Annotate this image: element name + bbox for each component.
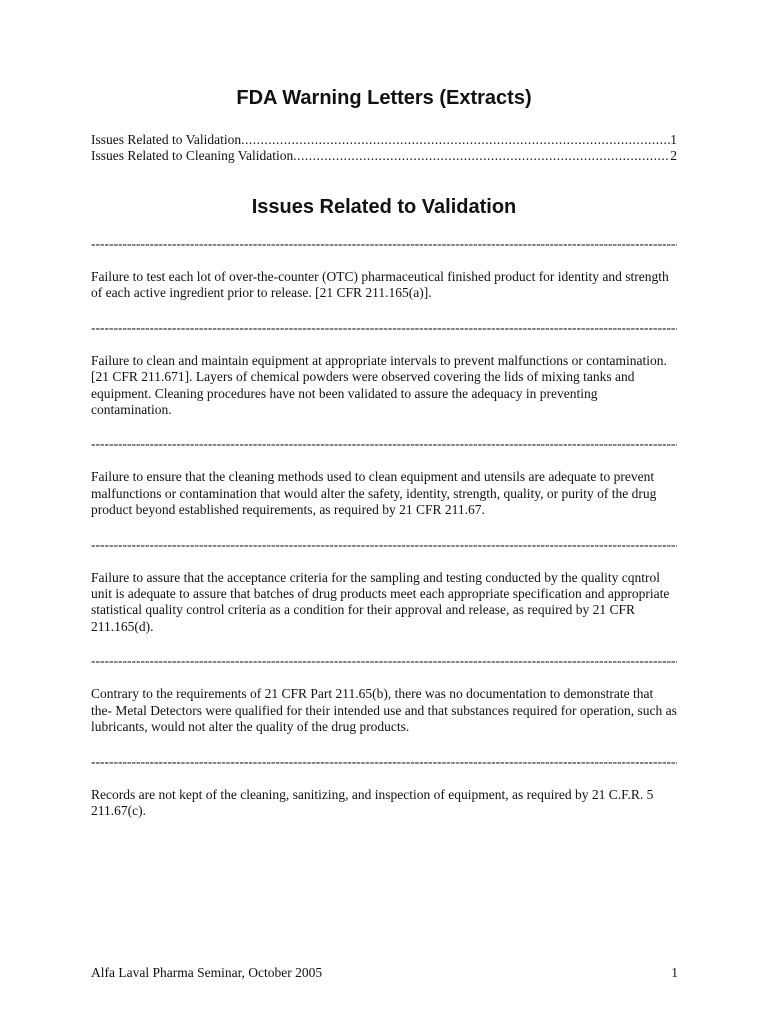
- warning-entry: Failure to assure that the acceptance criteria for the sampling and testing conducted by the quality cqntrol unit is adequate to assure that batches of drug products meet each appropriate specification and appropriate statistical quality control criteria as a condition for their approval and release, as required by 21 CFR 211.165(d).: [91, 569, 670, 634]
- toc-entry-page: 2: [670, 148, 677, 163]
- dashed-separator: [91, 320, 677, 336]
- footer-text: Alfa Laval Pharma Seminar, October 2005: [91, 965, 323, 980]
- warning-entries: [91, 236, 677, 837]
- section-title: Issues Related to Validation: [251, 196, 517, 218]
- toc-dot-leader: [241, 132, 670, 148]
- warning-entry: Failure to test each lot of over-the-counter (OTC) pharmaceutical finished product for identity and strength of each active ingredient prior to release. [21 CFR 211.165(a)].: [91, 269, 669, 301]
- table-of-contents: [91, 132, 677, 164]
- dashed-separator: [91, 653, 677, 669]
- warning-entry: Records are not kept of the cleaning, sanitizing, and inspection of equipment, as required by 21 C.F.R. 5 211.67(c).: [91, 786, 654, 818]
- toc-entry-label: Issues Related to Cleaning Validation: [91, 148, 294, 163]
- page-footer: [91, 965, 678, 981]
- dashed-separator: [91, 537, 677, 553]
- toc-entry-validation[interactable]: [91, 132, 677, 148]
- toc-entry-label: Issues Related to Validation: [91, 132, 242, 147]
- document-title: FDA Warning Letters (Extracts): [236, 87, 532, 109]
- dashed-separator: [91, 236, 677, 252]
- toc-dot-leader: [293, 148, 670, 164]
- dashed-separator: [91, 436, 677, 452]
- toc-entry-cleaning-validation[interactable]: [91, 148, 677, 164]
- footer-page-number: 1: [671, 965, 678, 980]
- warning-entry: Contrary to the requirements of 21 CFR Part 211.65(b), there was no documentation to demonstrate that the- Metal Detectors were qualified for their intended use and that substances required for operation, such as lubricants, would not alter the quality of the drug products.: [91, 686, 677, 735]
- dashed-separator: [91, 754, 677, 770]
- warning-entry: Failure to ensure that the cleaning methods used to clean equipment and utensils are adequate to prevent malfunctions or contamination that would alter the safety, identity, strength, quality, or purity of the drug product beyond established requirements, as required by 21 CFR 211.67.: [91, 469, 657, 518]
- toc-entry-page: 1: [670, 132, 677, 147]
- warning-entry: Failure to clean and maintain equipment at appropriate intervals to prevent malfunctions or contamination. [21 CFR 211.671]. Layers of chemical powders were observed covering the lids of mixing tanks and equipment. Cleaning procedures have not been validated to assure the adequacy in preventing contamination.: [91, 352, 667, 418]
